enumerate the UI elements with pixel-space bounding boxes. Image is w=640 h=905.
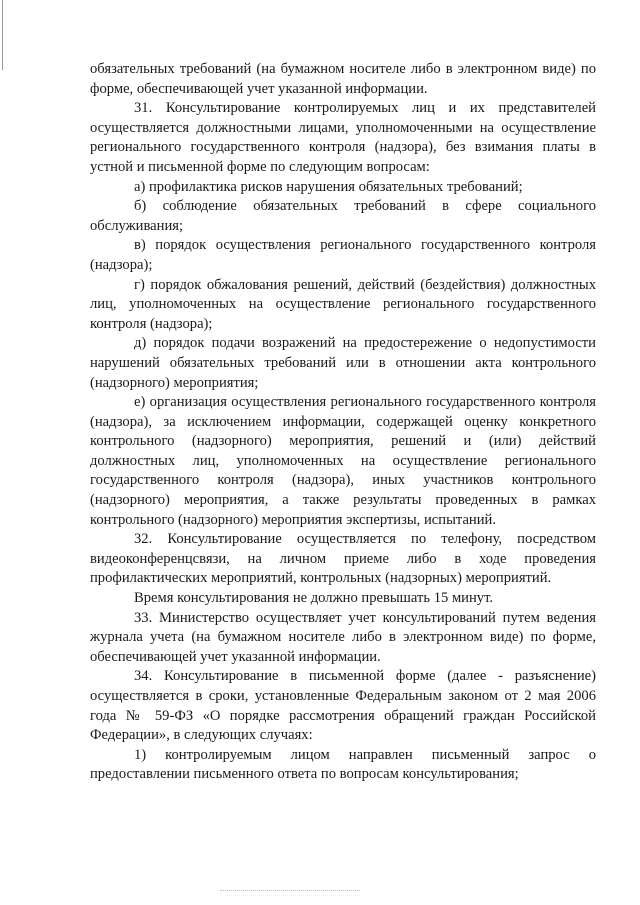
page-edge-mark	[2, 0, 3, 70]
list-item-b: б) соблюдение обязательных требований в сфере социального обслуживания;	[90, 198, 596, 234]
paragraph-32-time: Время консультирования не должно превышать 15 минут.	[134, 590, 494, 607]
scan-artifact	[220, 890, 360, 895]
list-item-a: а) профилактика рисков нарушения обязательных требований;	[134, 178, 523, 195]
list-item-e: е) организация осуществления регионального государственного контроля (надзора), за исключением информации, содержащей оценку конкретного контрольного (надзорного) мероприятия, решений и (или) действий должностных лиц, уполномоченных на осуществление регионального государственного контроля (надзора), иных участников контрольного (надзорного) мероприятия, а также результаты проведенных в рамках контрольного (надзорного) мероприятия экспертизы, испытаний.	[90, 394, 596, 528]
list-item-v: в) порядок осуществления регионального государственного контроля (надзора);	[90, 237, 596, 273]
paragraph-32: 32. Консультирование осуществляется по телефону, посредством видеоконференцсвязи, на личном приеме либо в ходе проведения профилактических мероприятий, контрольных (надзорных) мероприятий.	[90, 531, 596, 587]
paragraph-34: 34. Консультирование в письменной форме (далее - разъяснение) осуществляется в сроки, установленные Федеральным законом от 2 мая 2006 года № 59-ФЗ «О порядке рассмотрения обращений граждан Российской Федерации», в следующих случаях:	[90, 668, 596, 744]
paragraph-31: 31. Консультирование контролируемых лиц и их представителей осуществляется должностными лицами, уполномоченными на осуществление регионального государственного контроля (надзора), без взимания платы в устной и письменной форме по следующим вопросам:	[90, 100, 596, 175]
list-item-d: д) порядок подачи возражений на предостережение о недопустимости нарушений обязательных требований или в отношении акта контрольного (надзорного) мероприятия;	[90, 335, 596, 391]
paragraph-33: 33. Министерство осуществляет учет консультирований путем ведения журнала учета (на бумажном носителе либо в электронном виде) по форме, обеспечивающей учет указанной информации.	[90, 609, 596, 665]
paragraph-continuation: обязательных требований (на бумажном носителе либо в электронном виде) по форме, обеспечивающей учет указанной информации.	[90, 61, 596, 97]
list-item-1: 1) контролируемым лицом направлен письменный запрос о предоставлении письменного ответа по вопросам консультирования;	[90, 746, 596, 783]
document-page	[90, 60, 596, 785]
list-item-g: г) порядок обжалования решений, действий (бездействия) должностных лиц, уполномоченных на осуществление регионального государственного контроля (надзора);	[90, 276, 596, 332]
